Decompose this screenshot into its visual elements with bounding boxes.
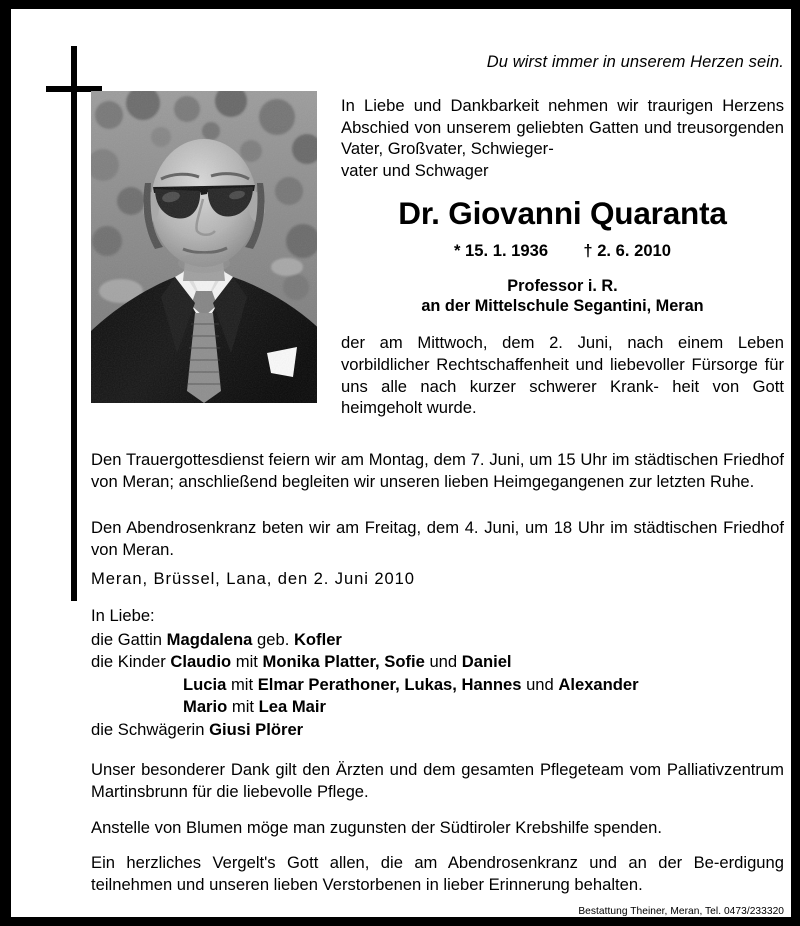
thanks-3-text: Ein herzliches Vergelt's Gott allen, die am Abendrosenkranz und an der Be-erdigung teilnehmen und unseren lieben Verstorbenen in lieber Erinnerung — [91, 853, 784, 895]
family-name-3: Alexander — [558, 674, 639, 694]
family-name-1: Lucia — [183, 674, 227, 694]
thanks-1-last-line: Palliativzentrum Martinsbrunn für die liebevolle Pflege. — [91, 760, 784, 801]
family-name-1: Magdalena — [166, 629, 253, 649]
family-name-2: Lea Mair — [258, 697, 326, 717]
profession-institution: an der Mittelschule Segantini, Meran — [421, 297, 704, 316]
family-prefix: die Kinder — [91, 652, 171, 672]
rosary-last-line: städtischen Friedhof von Meran. — [91, 518, 784, 559]
portrait-photo — [91, 91, 317, 403]
family-name-1: Giusi Plörer — [209, 719, 304, 739]
place-and-date: Meran, Brüssel, Lana, den 2. Juni 2010 — [91, 569, 415, 588]
family-tail: und — [521, 674, 559, 694]
rosary-paragraph — [91, 517, 784, 561]
funeral-service-text: Den Trauergottesdienst feiern wir am Montag, dem 7. Juni, um 15 Uhr im städtischen Friedhof von Meran; anschließend begleiten wir unseren lieben — [91, 450, 784, 491]
thanks-paragraph-2: Anstelle von Blumen möge man zugunsten der Südtiroler Krebshilfe spenden. — [91, 817, 662, 837]
family-row-1 — [91, 651, 784, 674]
thanks-3-last-line: behalten. — [574, 875, 643, 895]
family-mid: mit — [231, 652, 263, 672]
thanks-paragraph-1 — [91, 759, 784, 803]
death-description-last-line: heit von Gott heimgeholt wurde. — [341, 376, 784, 418]
lead-text: In Liebe und Dankbarkeit nehmen wir traurigen Herzens Abschied von unserem geliebten Gatten und treusorgenden Vater, Großvater, Schwieger- — [341, 96, 784, 159]
thanks-1-text: Unser besonderer Dank gilt den Ärzten und dem gesamten Pflegeteam vom — [91, 760, 662, 779]
family-prefix: die Gattin — [91, 629, 167, 649]
family-block — [91, 605, 784, 741]
family-name-3: Daniel — [461, 652, 512, 672]
family-mid: mit — [227, 697, 259, 717]
thanks-paragraph-3 — [91, 852, 784, 896]
family-name-1: Claudio — [170, 652, 232, 672]
family-row-0 — [91, 629, 784, 652]
notice-sheet — [11, 9, 791, 917]
life-dates — [341, 241, 784, 261]
death-date: † 2. 6. 2010 — [583, 241, 672, 261]
deceased-name: Dr. Giovanni Quaranta — [398, 195, 727, 232]
family-name-1: Mario — [183, 697, 228, 717]
death-description — [341, 332, 784, 418]
family-mid: mit — [226, 674, 258, 694]
family-mid: geb. — [252, 629, 294, 649]
family-list — [91, 629, 784, 742]
family-name-2: Monika Platter, Sofie — [262, 652, 425, 672]
family-row-2 — [91, 674, 784, 697]
notice-header-column — [341, 95, 784, 419]
family-prefix: die Schwägerin — [91, 719, 210, 739]
family-row-3 — [91, 696, 784, 719]
profession-block — [341, 276, 784, 316]
death-description-text: der am Mittwoch, dem 2. Juni, nach einem Leben vorbildlicher Rechtschaffenheit und liebevoller Fürsorge für uns alle nach kurzer schwerer Krank- — [341, 333, 784, 396]
birth-date: * 15. 1. 1936 — [453, 241, 549, 261]
rosary-text: Den Abendrosenkranz beten wir am Freitag, dem 4. Juni, um 18 Uhr im — [91, 518, 628, 537]
cross-vertical-bar — [71, 46, 77, 601]
family-name-2: Kofler — [293, 629, 342, 649]
family-row-4 — [91, 719, 784, 742]
thanks-block — [91, 759, 784, 896]
family-intro: In Liebe: — [91, 606, 155, 625]
motto-text: Du wirst immer in unserem Herzen sein. — [486, 53, 784, 71]
lead-text-last-line: vater und Schwager — [341, 160, 489, 180]
lead-paragraph — [341, 95, 784, 181]
family-tail: und — [424, 652, 462, 672]
funeral-home-credit: Bestattung Theiner, Meran, Tel. 0473/233320 — [578, 906, 784, 917]
funeral-service-paragraph — [91, 449, 784, 493]
profession-title: Professor i. R. — [507, 277, 618, 296]
family-name-2: Elmar Perathoner, Lukas, Hannes — [257, 674, 522, 694]
funeral-service-last-line: Heimgegangenen zur letzten Ruhe. — [493, 471, 755, 491]
